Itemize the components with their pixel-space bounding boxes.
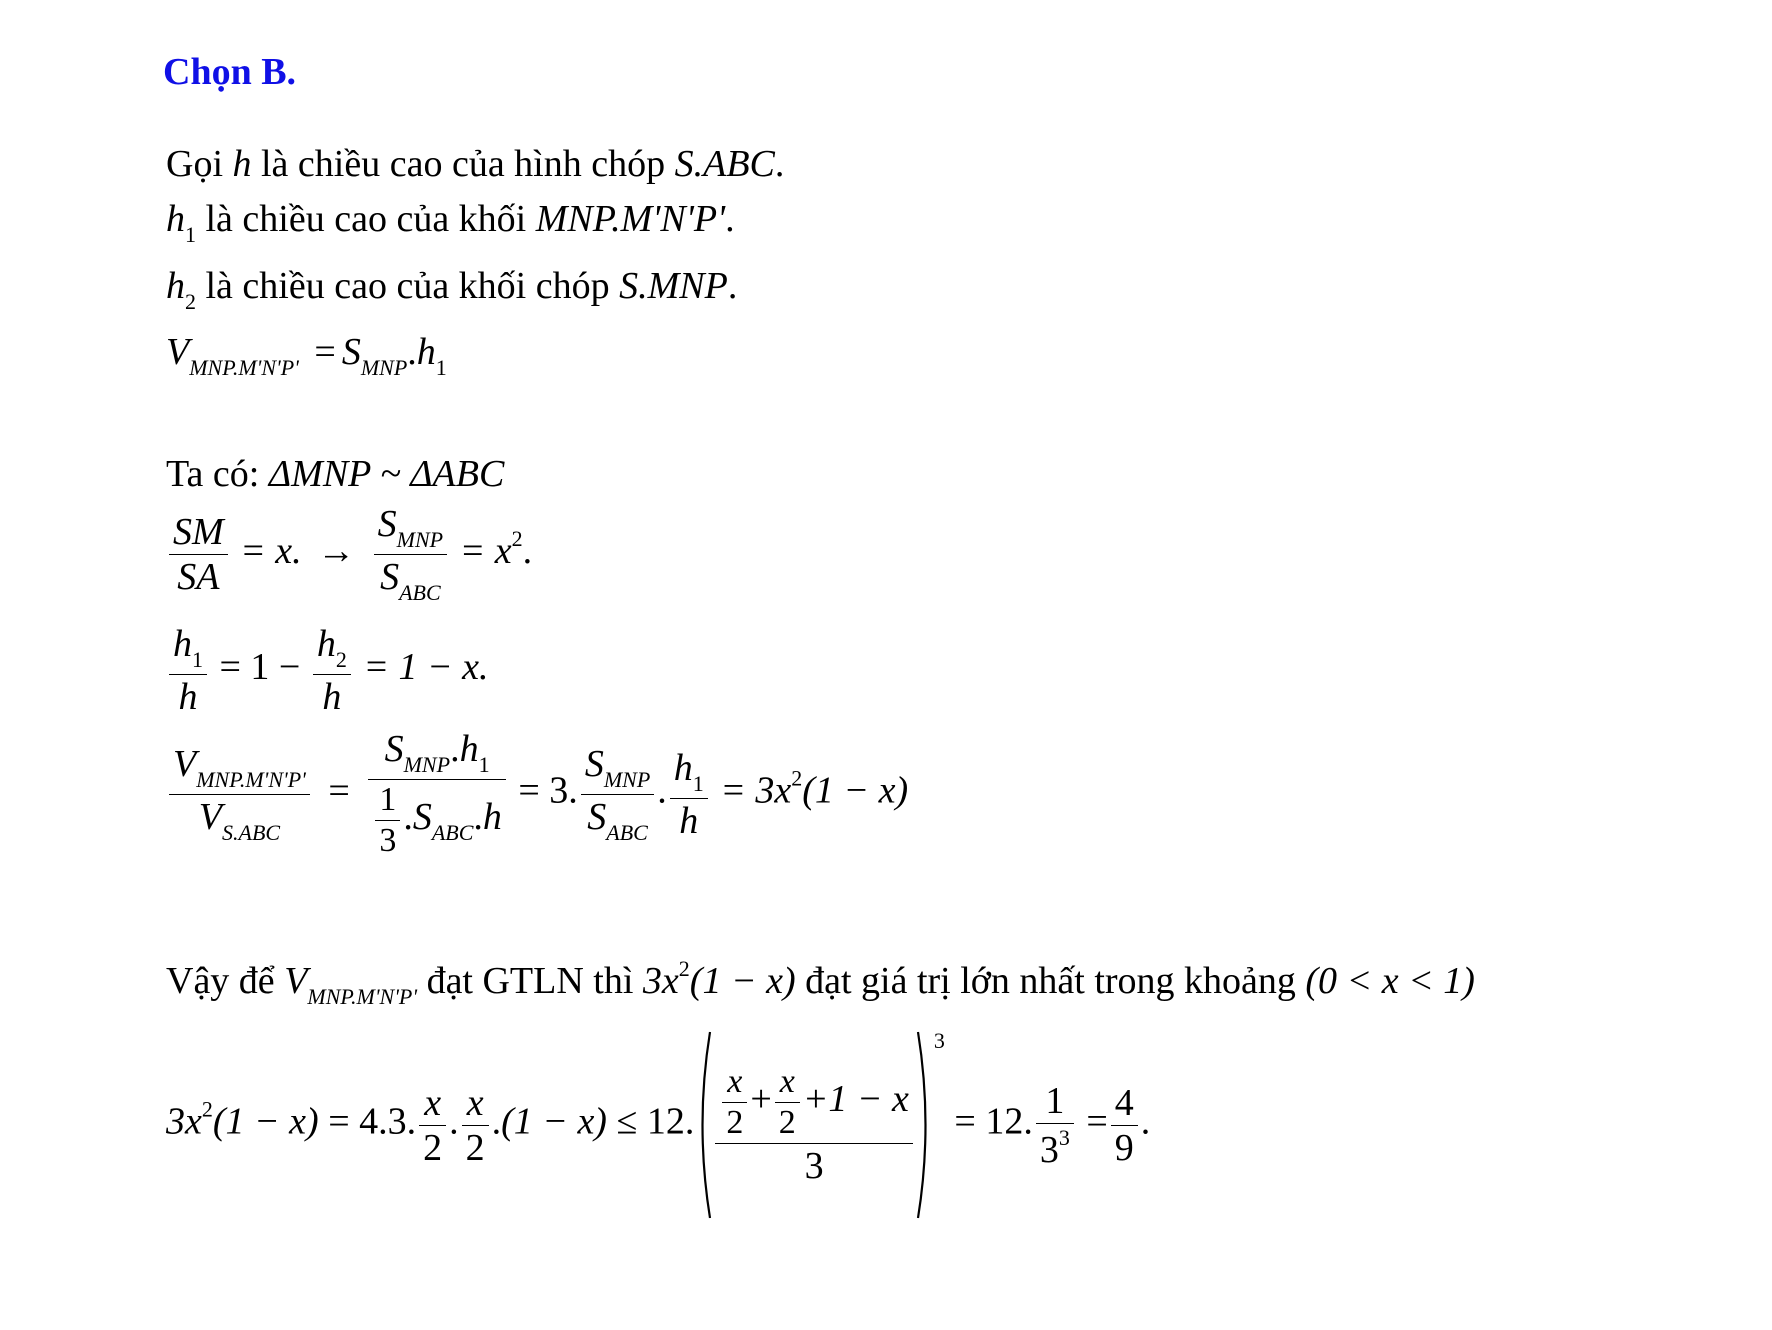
one-minus-x: (1 − x) bbox=[689, 960, 796, 1002]
var-h1: h bbox=[416, 331, 436, 373]
num-x: x bbox=[779, 1063, 795, 1100]
var-s: S bbox=[341, 331, 361, 373]
fraction-volume-expanded: $S_{MNP}.h_1$ $\frac{1}{3}$ $.S_{ABC}.h$ bbox=[368, 730, 506, 858]
num-idx1: 1 bbox=[692, 770, 704, 796]
den-s: S bbox=[412, 796, 432, 839]
den-sub-abc: ABC bbox=[399, 580, 441, 605]
fraction-x-over-2 bbox=[775, 1065, 800, 1140]
index-1: 1 bbox=[435, 355, 447, 380]
term-3x: 3x bbox=[642, 960, 679, 1002]
den-three: 3 bbox=[1039, 1128, 1059, 1171]
var-h: h bbox=[232, 143, 252, 185]
var-h2: h bbox=[166, 265, 185, 307]
line-height-ratio bbox=[166, 625, 489, 716]
similarity-relation: ΔMNP ~ ΔABC bbox=[268, 453, 505, 495]
den-three: 3 bbox=[379, 822, 397, 859]
term-3x: 3x bbox=[166, 1100, 202, 1143]
sub-mnp: MNP bbox=[360, 355, 408, 380]
phrase-height-block: là chiều cao của khối bbox=[205, 198, 527, 240]
interval: (0 < x < 1) bbox=[1305, 960, 1475, 1002]
fraction-x-over-2 bbox=[462, 1081, 489, 1169]
equals-4-3: = 4.3. bbox=[328, 1100, 417, 1143]
word-goi: Gọi bbox=[166, 143, 223, 185]
one-minus-x: (1 − x) bbox=[501, 1100, 607, 1143]
plus-sign: + bbox=[750, 1078, 772, 1121]
fraction-mean bbox=[715, 1065, 913, 1185]
line-conclusion bbox=[166, 958, 1475, 1008]
fraction-volume-ratio bbox=[169, 742, 310, 845]
den-two: 2 bbox=[423, 1126, 443, 1169]
den-sub-abc: ABC bbox=[606, 819, 648, 845]
num-idx1: 1 bbox=[478, 752, 490, 777]
den-sa: SA bbox=[177, 556, 220, 598]
equals-x: = x. bbox=[240, 530, 302, 573]
var-v: V bbox=[284, 960, 308, 1002]
fraction-four-ninths bbox=[1111, 1081, 1138, 1169]
phrase-vay-de: Vậy để bbox=[166, 960, 275, 1002]
one-minus-x: (1 − x) bbox=[212, 1100, 319, 1143]
num-one: 1 bbox=[1036, 1082, 1074, 1124]
den-three: 3 bbox=[804, 1145, 824, 1187]
equals-12: = 12. bbox=[954, 1100, 1033, 1143]
left-paren-icon bbox=[694, 1030, 712, 1220]
line-volume-formula: $V_{MNP.M'N'P'} = S_{MNP}.h_1$ bbox=[166, 331, 447, 380]
den-s: S bbox=[587, 795, 607, 838]
fraction-one-third bbox=[375, 783, 400, 858]
num-s: S bbox=[384, 728, 404, 770]
big-paren-group bbox=[694, 1030, 945, 1220]
pyramid-s-mnp: S.MNP bbox=[619, 265, 728, 307]
fraction-x-over-2 bbox=[419, 1081, 446, 1169]
num-sm: SM bbox=[173, 511, 224, 553]
den-h: h bbox=[482, 796, 502, 839]
fraction-one-over-27 bbox=[1036, 1079, 1074, 1171]
den-exponent-3: 3 bbox=[1058, 1124, 1070, 1150]
num-h1: h bbox=[673, 746, 693, 789]
line-definition-h1: $h_1$ là chiều cao của khối MNP.M'N'P'. bbox=[166, 198, 735, 247]
num-sub-mnp: MNP bbox=[396, 527, 444, 552]
num-h1: h bbox=[173, 623, 192, 665]
num-s: S bbox=[584, 742, 604, 785]
den-h: h bbox=[178, 676, 198, 718]
exponent-2: 2 bbox=[201, 1096, 213, 1122]
den-nine: 9 bbox=[1114, 1126, 1134, 1169]
num-idx1: 1 bbox=[192, 647, 203, 672]
num-sub-mnp: MNP bbox=[603, 766, 651, 792]
block-mnp-prism: MNP.M'N'P' bbox=[535, 198, 726, 240]
right-paren-icon bbox=[916, 1030, 934, 1220]
num-s: S bbox=[377, 503, 397, 545]
equals-sign: = bbox=[314, 331, 336, 373]
exponent-2: 2 bbox=[511, 526, 523, 552]
line-definition-h2: $h_2$ là chiều cao của khối chóp S.MNP. bbox=[166, 265, 738, 314]
den-sub-abc: ABC bbox=[431, 820, 474, 846]
equals-one-minus-x: = 1 − x. bbox=[363, 646, 489, 689]
exponent-2: 2 bbox=[678, 956, 690, 981]
arrow: → bbox=[317, 530, 356, 573]
num-idx2: 2 bbox=[335, 647, 347, 672]
exponent-3: 3 bbox=[933, 1028, 945, 1053]
line-volume-ratio: $\frac{V_{MNP.M'N'P'}}{V_{S.ABC}}$ = $S_{MNP}.h_1$ $\frac{1}{3}$ $.S_{ABC}.h$ = 3. $\frac{S_{MNP}}{S_{ABC}}$ . $\frac{h_1}{h}$ = $3x^2(1 - x)$ bbox=[166, 730, 908, 858]
equals-x2: = x bbox=[459, 530, 512, 573]
den-v: V bbox=[198, 795, 223, 838]
den-sub-s-abc: S.ABC bbox=[222, 819, 281, 845]
fraction-h1-h-2 bbox=[670, 746, 708, 842]
fraction-area-ratio-2 bbox=[581, 742, 654, 845]
num-v: V bbox=[173, 742, 197, 785]
equals-one-minus: = 1 − bbox=[219, 646, 301, 689]
num-four: 4 bbox=[1111, 1084, 1138, 1126]
equals-sign: = bbox=[1086, 1100, 1108, 1143]
fraction-area-ratio bbox=[374, 505, 447, 604]
phrase-height-pyramid-block: là chiều cao của khối chóp bbox=[205, 265, 610, 307]
word-ta-co: Ta có: bbox=[166, 453, 260, 495]
line-am-gm: $3x^2(1 - x) = 4.3$. $\frac{x}{2}$ . $\frac{x}{2}$ .(1 − x) ≤ 12. $\frac{x}{2}$ + $\frac{x}{2}$ +1 − x 3 3 = 12. $\frac{1}{3^3}$ = $\frac{4}{9}$ . bbox=[166, 1030, 1150, 1220]
index-1: 1 bbox=[185, 222, 196, 247]
num-one: 1 bbox=[375, 783, 400, 821]
equals-three: = 3. bbox=[518, 769, 578, 812]
var-h1: h bbox=[166, 198, 185, 240]
fraction-h1-h bbox=[169, 625, 207, 716]
fraction-sm-sa bbox=[169, 513, 228, 596]
line-ratio-area: $\frac{SM}{SA}$ = x. → $\frac{S_{MNP}}{S_{ABC}}$ = $x^2$. bbox=[166, 505, 532, 604]
line-similarity bbox=[166, 455, 504, 493]
den-s: S bbox=[380, 556, 400, 598]
var-v: V bbox=[166, 331, 190, 373]
num-x: x bbox=[424, 1081, 442, 1124]
leq-12: ≤ 12. bbox=[616, 1100, 695, 1143]
num-h2: h bbox=[316, 623, 336, 665]
fraction-x-over-2 bbox=[722, 1065, 747, 1140]
exponent-2: 2 bbox=[791, 765, 803, 791]
sub-mnp-prism: MNP.M'N'P' bbox=[189, 355, 299, 380]
answer-label: Chọn B. bbox=[163, 51, 297, 93]
den-two: 2 bbox=[465, 1126, 485, 1169]
num-sub-prism: MNP.M'N'P' bbox=[196, 766, 306, 792]
num-h1: h bbox=[459, 728, 479, 770]
phrase-height-pyramid: là chiều cao của hình chóp bbox=[261, 143, 666, 185]
sub-mnp-prism: MNP.M'N'P' bbox=[307, 984, 418, 1009]
den-h: h bbox=[679, 799, 699, 842]
den-h: h bbox=[322, 676, 342, 718]
num-x: x bbox=[466, 1081, 484, 1124]
plus-one-minus-x: +1 − x bbox=[802, 1078, 909, 1121]
index-2: 2 bbox=[185, 289, 196, 314]
equals-3x: = 3x bbox=[720, 769, 792, 812]
den-two: 2 bbox=[726, 1104, 744, 1141]
den-two: 2 bbox=[778, 1104, 796, 1141]
one-minus-x: (1 − x) bbox=[802, 769, 909, 812]
pyramid-s-abc: S.ABC bbox=[674, 143, 775, 185]
num-sub-mnp: MNP bbox=[403, 752, 451, 777]
fraction-h2-h bbox=[313, 625, 351, 716]
phrase-dat-gtln: đạt GTLN thì bbox=[426, 960, 634, 1002]
num-x: x bbox=[727, 1063, 743, 1100]
phrase-max-value: đạt giá trị lớn nhất trong khoảng bbox=[805, 960, 1296, 1002]
equals-sign: = bbox=[328, 769, 350, 812]
line-definition-h: Gọi h là chiều cao của hình chóp S.ABC. bbox=[166, 143, 785, 185]
